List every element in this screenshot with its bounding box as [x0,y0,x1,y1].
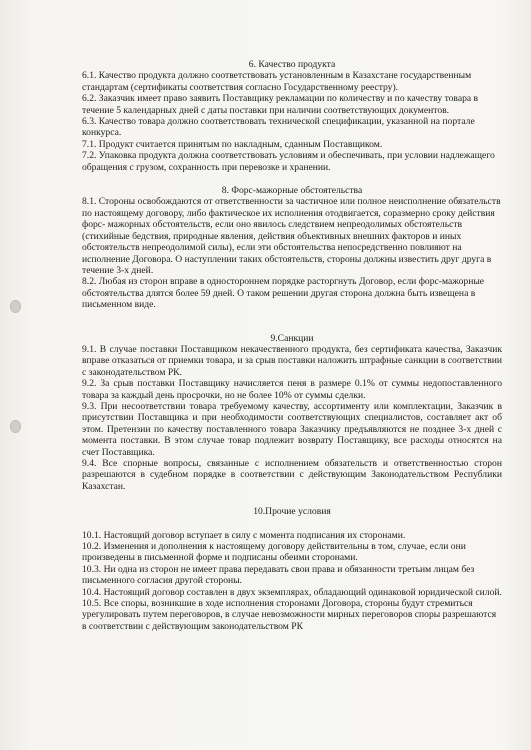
paragraph: 6.2. Заказчик имеет право заявить Поставщику рекламации по количеству и по качеству товара в течение 5 календарных дней с даты поставки при наличии соответствующих документов. [82,93,479,116]
paragraph: 6.3. Качество товара должно соответствовать технической спецификации, указанной на портале конкурса. [82,116,475,139]
section-heading: 9.Санкции [270,332,314,344]
paragraph: 9.3. При несоответствии товара требуемому качеству, ассортименту или комплектации, Заказчик в присутствии Поставщика и при необходимости соответствующих специалистов, составляет акт об этом. Претензии по качеству поставленного товара Заказчику предъявляются не позднее 3-х дней с момента поставки. В этом случае товар подлежит возврату Поставщику, все расходы относятся на счет Поставщика. [82,400,502,458]
paragraph: 9.1. В случае поставки Поставщиком некачественного продукта, без сертификата качества, Заказчик вправе отказаться от приемки товара, и за срыв поставки наложить штрафные санкции в соответствии с законодательством РК. [82,343,502,378]
punch-hole-icon [10,420,21,433]
punch-hole-icon [10,300,21,313]
paragraph: 7.2. Упаковка продукта должна соответствовать условиям и обеспечивать, при условии надлежащего обращения с грузом, сохранность при перевозке и хранении. [82,150,495,173]
paragraph: 8.2. Любая из сторон вправе в одностороннем порядке расторгнуть Договор, если форс-мажорные обстоятельства длятся более 59 дней. О таком решении другая сторона должна быть извещена в письменном виде. [82,276,485,311]
document-body [82,59,502,632]
paragraph: 10.1. Настоящий договор вступает в силу с момента подписания их сторонами. [82,529,406,541]
paragraph: 7.1. Продукт считается принятым по накладным, сданным Поставщиком. [82,138,383,150]
paragraph: 10.3. Ни одна из сторон не имеет права передавать свои права и обязанности третьим лицам без письменного согласия другой стороны. [82,563,475,587]
paragraph: 10.5. Все споры, возникшие в ходе исполнения сторонами Договора, стороны будут стремиться урегулировать путем переговоров, в случае невозможности мирных переговоров споры разрешаются в соответствии с действующим законодательством РК [82,598,497,632]
paragraph: 9.2. За срыв поставки Поставщику начисляется пеня в размере 0.1% от суммы недопоставленного товара за каждый день просрочки, но не более 10% от суммы сделки. [82,378,502,401]
paragraph: 8.1. Стороны освобождаются от ответственности за частичное или полное неисполнение обязательств по настоящему договору, либо фактическое их исполнения отодвигается, соразмерно сроку действия форс- мажорных обстоятельств, если оно явилось следствием непреодолимых обстоятельств (стихийные бедствия, природные явления, действия объективных внешних факторов и иных обстоятельств непреодолимой силы), если эти обстоятельства непосредственно повлияют на исполнение Договора. О наступлении таких обстоятельств, стороны должны известить друг друга в течение 3-х дней. [82,196,501,276]
paragraph: 10.4. Настоящий договор составлен в двух экземплярах, обладающий одинаковой юридической силой. [82,586,502,598]
section-heading: 8. Форс-мажорные обстоятельства [221,185,363,197]
paragraph: 6.1. Качество продукта должно соответствовать установленным в Казахстане государственным стандартам (сертификаты соответствия согласно Государственному реестру). [82,70,472,93]
section-heading: 6. Качество продукта [248,59,336,70]
paragraph: 9.4. Все спорные вопросы, связанные с исполнением обязательств и ответственностью сторон разрешаются в судебном порядке в соответствии с действующим Законодательством Республики Казахстан. [82,458,502,492]
section-heading: 10.Прочие условия [253,506,331,518]
paragraph: 10.2. Изменения и дополнения к настоящему договору действительны в том, случае, если они произведены в письменной форме и подписаны обеими сторонами. [82,541,466,564]
